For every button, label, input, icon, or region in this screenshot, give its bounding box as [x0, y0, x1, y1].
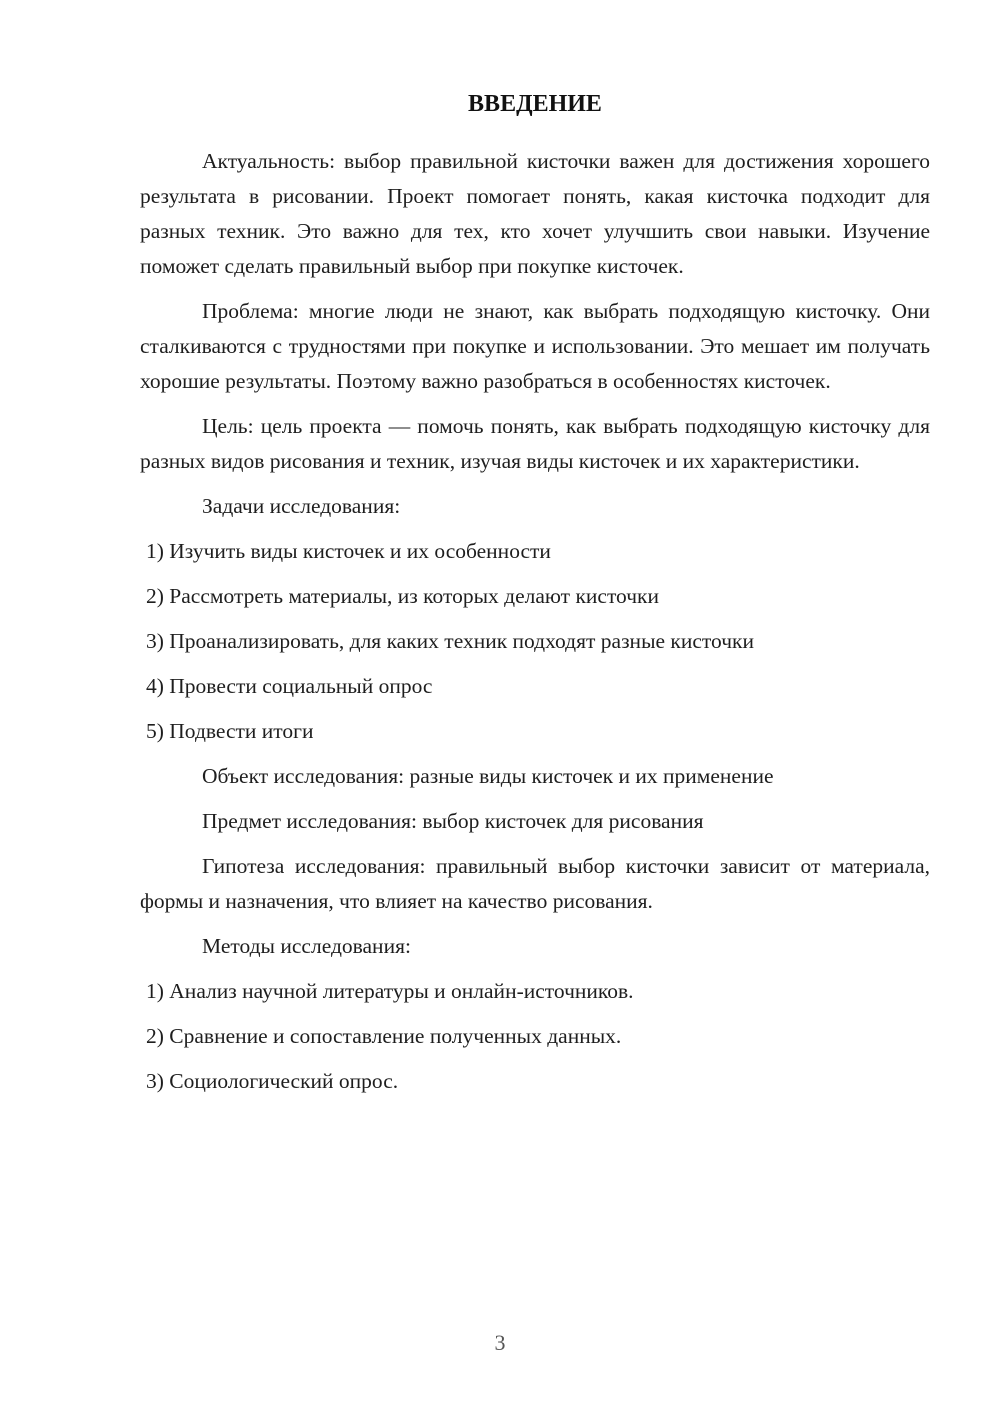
list-item: 1) Анализ научной литературы и онлайн-источников.: [146, 979, 634, 1003]
methods-heading: Методы исследования:: [202, 934, 411, 958]
list-item: 3) Социологический опрос.: [146, 1069, 399, 1093]
list-item: 1) Изучить виды кисточек и их особенности: [146, 539, 551, 563]
list-item: 5) Подвести итоги: [146, 719, 314, 743]
paragraph-problema: Проблема: многие люди не знают, как выбрать подходящую кисточку. Они сталкиваются с трудностями при покупке и использовании. Это мешает им получать хорошие результаты. Поэтому важно разобраться в особенностях кисточек.: [140, 299, 930, 393]
paragraph-tsel: Цель: цель проекта — помочь понять, как выбрать подходящую кисточку для разных видов рисования и техник, изучая виды кисточек и их характеристики.: [140, 414, 930, 473]
paragraph-gipoteza: Гипотеза исследования: правильный выбор кисточки зависит от материала, формы и назначения, что влияет на качество рисования.: [140, 854, 930, 913]
list-item: 4) Провести социальный опрос: [146, 674, 433, 698]
document-body: [140, 90, 930, 1109]
methods-list: [140, 974, 930, 1099]
paragraph-aktualnost: Актуальность: выбор правильной кисточки важен для достижения хорошего результата в рисовании. Проект помогает понять, какая кисточка подходит для разных техник. Это важно для тех, кто хочет улучшить свои навыки. Изучение поможет сделать правильный выбор при покупке кисточек.: [140, 149, 930, 278]
tasks-list: [140, 534, 930, 749]
tasks-heading: Задачи исследования:: [202, 494, 401, 518]
list-item: 2) Рассмотреть материалы, из которых делают кисточки: [146, 584, 660, 608]
page-title: ВВЕДЕНИЕ: [468, 91, 602, 117]
paragraph-predmet: Предмет исследования: выбор кисточек для рисования: [202, 809, 704, 833]
page-number: 3: [494, 1330, 506, 1355]
paragraph-obekt: Объект исследования: разные виды кисточек и их применение: [202, 764, 774, 788]
list-item: 3) Проанализировать, для каких техник подходят разные кисточки: [146, 629, 754, 653]
list-item: 2) Сравнение и сопоставление полученных данных.: [146, 1024, 622, 1048]
